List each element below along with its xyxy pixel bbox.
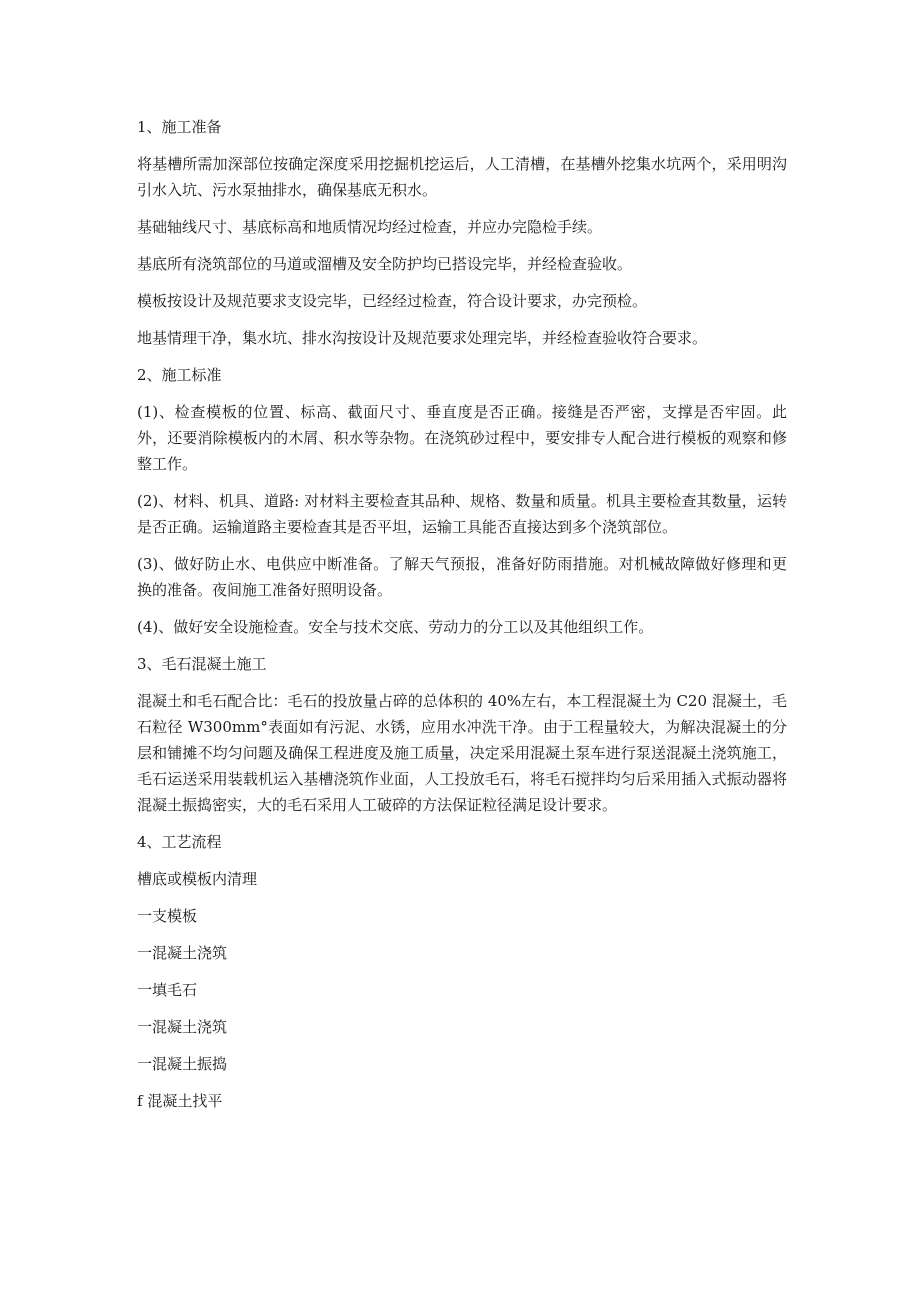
paragraph-standard-4: (4)、做好安全设施检查。安全与技术交底、劳动力的分工以及其他组织工作。	[137, 618, 654, 636]
paragraph-standard-2: (2)、材料、机具、道路: 对材料主要检查其品种、规格、数量和质量。机具主要检查其数量，运转是否正确。运输道路主要检查其是否平坦，运输工具能否直接达到多个浇筑部位。	[137, 492, 787, 536]
process-step: 一混凝土振捣	[137, 1055, 228, 1073]
paragraph-standard-1: (1)、检查模板的位置、标高、截面尺寸、垂直度是否正确。接缝是否严密，支撑是否牢固。此外，还要消除模板内的木屑、积水等杂物。在浇筑砂过程中，要安排专人配合进行模板的观察和修整工作。	[137, 403, 787, 473]
section-heading-process-flow: 4、工艺流程	[137, 833, 222, 851]
paragraph-formwork: 模板按设计及规范要求支设完毕，已经经过检查，符合设计要求，办完预检。	[137, 292, 648, 310]
process-step: 一混凝土浇筑	[137, 944, 228, 962]
process-step: 一填毛石	[137, 981, 198, 999]
section-heading-rubble-concrete: 3、毛石混凝土施工	[137, 655, 267, 673]
paragraph-ramps: 基底所有浇筑部位的马道或溜槽及安全防护均已搭设完毕，并经检查验收。	[137, 255, 633, 273]
section-heading-preparation: 1、施工准备	[137, 118, 222, 136]
paragraph-axis-check: 基础轴线尺寸、基底标高和地质情况均经过检查，并应办完隐检手续。	[137, 218, 603, 236]
process-step: 一混凝土浇筑	[137, 1018, 228, 1036]
paragraph-dewatering: 将基槽所需加深部位按确定深度采用挖掘机挖运后，人工清槽，在基槽外挖集水坑两个，采用明沟引水入坑、污水泵抽排水，确保基底无积水。	[137, 155, 787, 199]
paragraph-standard-3: (3)、做好防止水、电供应中断准备。了解天气预报，准备好防雨措施。对机械故障做好修理和更换的准备。夜间施工准备好照明设备。	[137, 555, 787, 599]
paragraph-foundation-clean: 地基情理干净，集水坑、排水沟按设计及规范要求处理完毕，并经检查验收符合要求。	[137, 329, 708, 347]
process-step: 一支模板	[137, 907, 198, 925]
section-heading-standards: 2、施工标准	[137, 366, 222, 384]
paragraph-mix-ratio: 混凝土和毛石配合比：毛石的投放量占碎的总体积的 40%左右，本工程混凝土为 C20 混凝土，毛石粒径 W300mm°表面如有污泥、水锈，应用水冲洗干净。由于工程量较大，为解决混凝土的分层和铺摊不均匀问题及确保工程进度及施工质量，决定采用混凝土泵车进行泵送混凝土浇筑施工，毛石运送采用装载机运入基槽浇筑作业面，人工投放毛石，将毛石搅拌均匀后采用插入式振动器将混凝土振捣密实，大的毛石采用人工破碎的方法保证粒径满足设计要求。	[137, 692, 787, 814]
process-step: 槽底或模板内清理	[137, 870, 258, 888]
process-step: f 混凝土找平	[137, 1092, 223, 1110]
document-body	[137, 114, 787, 1125]
